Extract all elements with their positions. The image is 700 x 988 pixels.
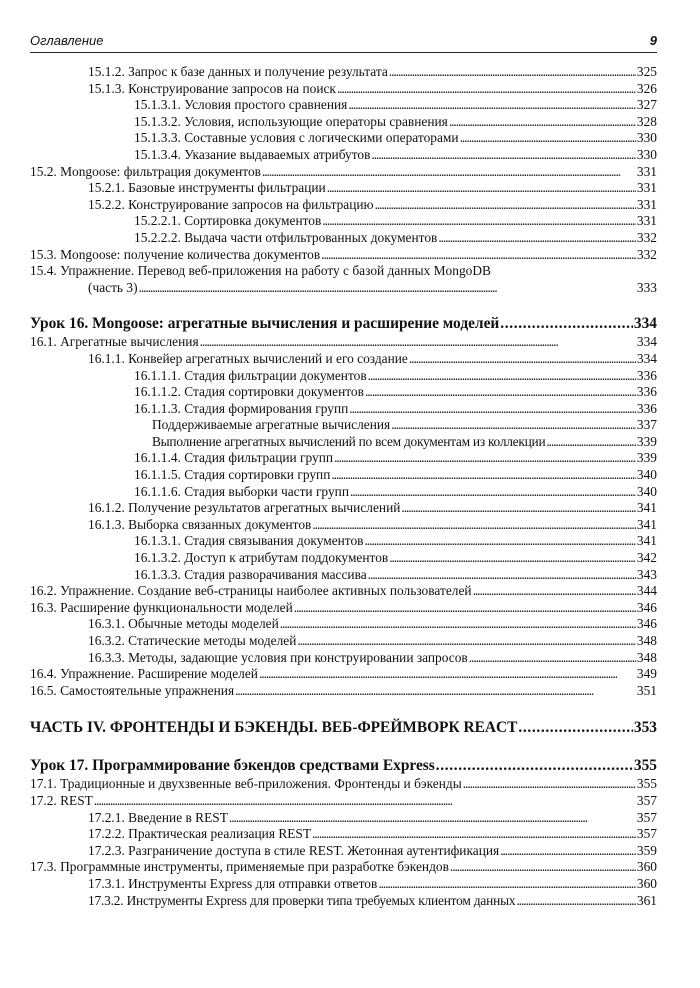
toc-entry: 16.1.1.5. Стадия сортировки групп . . . 340 — [30, 467, 657, 484]
toc-part-heading: ЧАСТЬ IV. ФРОНТЕНДЫ И БЭКЕНДЫ. ВЕБ-ФРЕЙМВОРК REACT . . . 353 — [30, 718, 657, 738]
toc-entry: 16.1.2. Получение результатов агрегатных вычислений . . . 341 — [30, 500, 657, 517]
toc-entry: 16.3.3. Методы, задающие условия при конструировании запросов . . . 348 — [30, 650, 657, 667]
toc-entry: 16.4. Упражнение. Расширение моделей . . . 349 — [30, 666, 657, 683]
toc-entry: 15.2.2. Конструирование запросов на фильтрацию . . . 331 — [30, 197, 657, 214]
toc-entry: 15.1.3.2. Условия, использующие операторы сравнения . . . 328 — [30, 114, 657, 131]
toc-chapter-heading: Урок 17. Программирование бэкендов средствами Express . . . 355 — [30, 756, 657, 776]
toc-entry: 16.1.1.3. Стадия формирования групп . . . 336 — [30, 401, 657, 418]
toc-chapter-heading: Урок 16. Mongoose: агрегатные вычисления и расширение моделей . . . 334 — [30, 314, 657, 334]
toc-entry: 17.3. Программные инструменты, применяемые при разработке бэкендов . . . 360 — [30, 859, 657, 876]
toc-entry: 17.3.1. Инструменты Express для отправки ответов . . . 360 — [30, 876, 657, 893]
toc-entry: 16.3.1. Обычные методы моделей . . . 346 — [30, 616, 657, 633]
toc-entry: 16.1.3.1. Стадия связывания документов . . . 341 — [30, 533, 657, 550]
toc-entry: 16.1. Агрегатные вычисления . . . 334 — [30, 334, 657, 351]
toc-entry: 15.1.3. Конструирование запросов на поиск . . . 326 — [30, 81, 657, 98]
toc-entry: 15.2. Mongoose: фильтрация документов . . . 331 — [30, 164, 657, 181]
toc-entry: 16.3. Расширение функциональности моделей . . . 346 — [30, 600, 657, 617]
toc-entry: 15.1.3.4. Указание выдаваемых атрибутов . . . 330 — [30, 147, 657, 164]
toc-entry: 16.1.1. Конвейер агрегатных вычислений и его создание . . . 334 — [30, 351, 657, 368]
toc-entry: 17.1. Традиционные и двухзвенные веб-приложения. Фронтенды и бэкенды . . . 355 — [30, 776, 657, 793]
toc-entry: 17.2.3. Разграничение доступа в стиле REST. Жетонная аутентификация . . . 359 — [30, 843, 657, 860]
toc-entry: 15.1.3.3. Составные условия с логическими операторами . . . 330 — [30, 130, 657, 147]
toc-entry: 15.2.1. Базовые инструменты фильтрации . . . 331 — [30, 180, 657, 197]
toc-entry: 16.1.1.1. Стадия фильтрации документов . . . 336 — [30, 368, 657, 385]
toc-entry: Поддерживаемые агрегатные вычисления . . . 337 — [30, 417, 657, 434]
toc-entry: 16.1.3.2. Доступ к атрибутам поддокументов . . . 342 — [30, 550, 657, 567]
toc-entry: Выполнение агрегатных вычислений по всем документам из коллекции . . . 339 — [30, 434, 657, 451]
toc-entry: 17.3.2. Инструменты Express для проверки типа требуемых клиентом данных . . . 361 — [30, 893, 657, 910]
toc-entry: 16.1.1.4. Стадия фильтрации групп . . . 339 — [30, 450, 657, 467]
toc-entry: 17.2.2. Практическая реализация REST . . . 357 — [30, 826, 657, 843]
toc-entry: 15.4. Упражнение. Перевод веб-приложения на работу с базой данных MongoDB — [30, 263, 491, 279]
toc-entry: 16.2. Упражнение. Создание веб-страницы наиболее активных пользователей . . . 344 — [30, 583, 657, 600]
toc-entry: 16.3.2. Статические методы моделей . . . 348 — [30, 633, 657, 650]
page-number: 9 — [649, 33, 657, 48]
toc-entry: 15.1.2. Запрос к базе данных и получение результата . . . 325 — [30, 64, 657, 81]
toc-entry: 16.1.1.2. Стадия сортировки документов . . . 336 — [30, 384, 657, 401]
toc-entry: 17.2. REST . . . 357 — [30, 793, 657, 810]
toc-entry: 15.1.3.1. Условия простого сравнения . . . 327 — [30, 97, 657, 114]
table-of-contents — [30, 64, 657, 909]
toc-entry: 16.1.3.3. Стадия разворачивания массива . . . 343 — [30, 567, 657, 584]
toc-entry: 16.1.3. Выборка связанных документов . . . 341 — [30, 517, 657, 534]
toc-entry: 15.3. Mongoose: получение количества документов . . . 332 — [30, 247, 657, 264]
toc-entry-continuation: (часть 3) . . . 333 — [30, 280, 657, 297]
toc-entry: 16.5. Самостоятельные упражнения . . . 351 — [30, 683, 657, 700]
running-header — [30, 30, 657, 53]
toc-entry: 16.1.1.6. Стадия выборки части групп . . . 340 — [30, 484, 657, 501]
toc-entry: 17.2.1. Введение в REST . . . 357 — [30, 810, 657, 827]
header-title: Оглавление — [30, 33, 104, 48]
toc-entry: 15.2.2.1. Сортировка документов . . . 331 — [30, 213, 657, 230]
toc-entry: 15.2.2.2. Выдача части отфильтрованных документов . . . 332 — [30, 230, 657, 247]
